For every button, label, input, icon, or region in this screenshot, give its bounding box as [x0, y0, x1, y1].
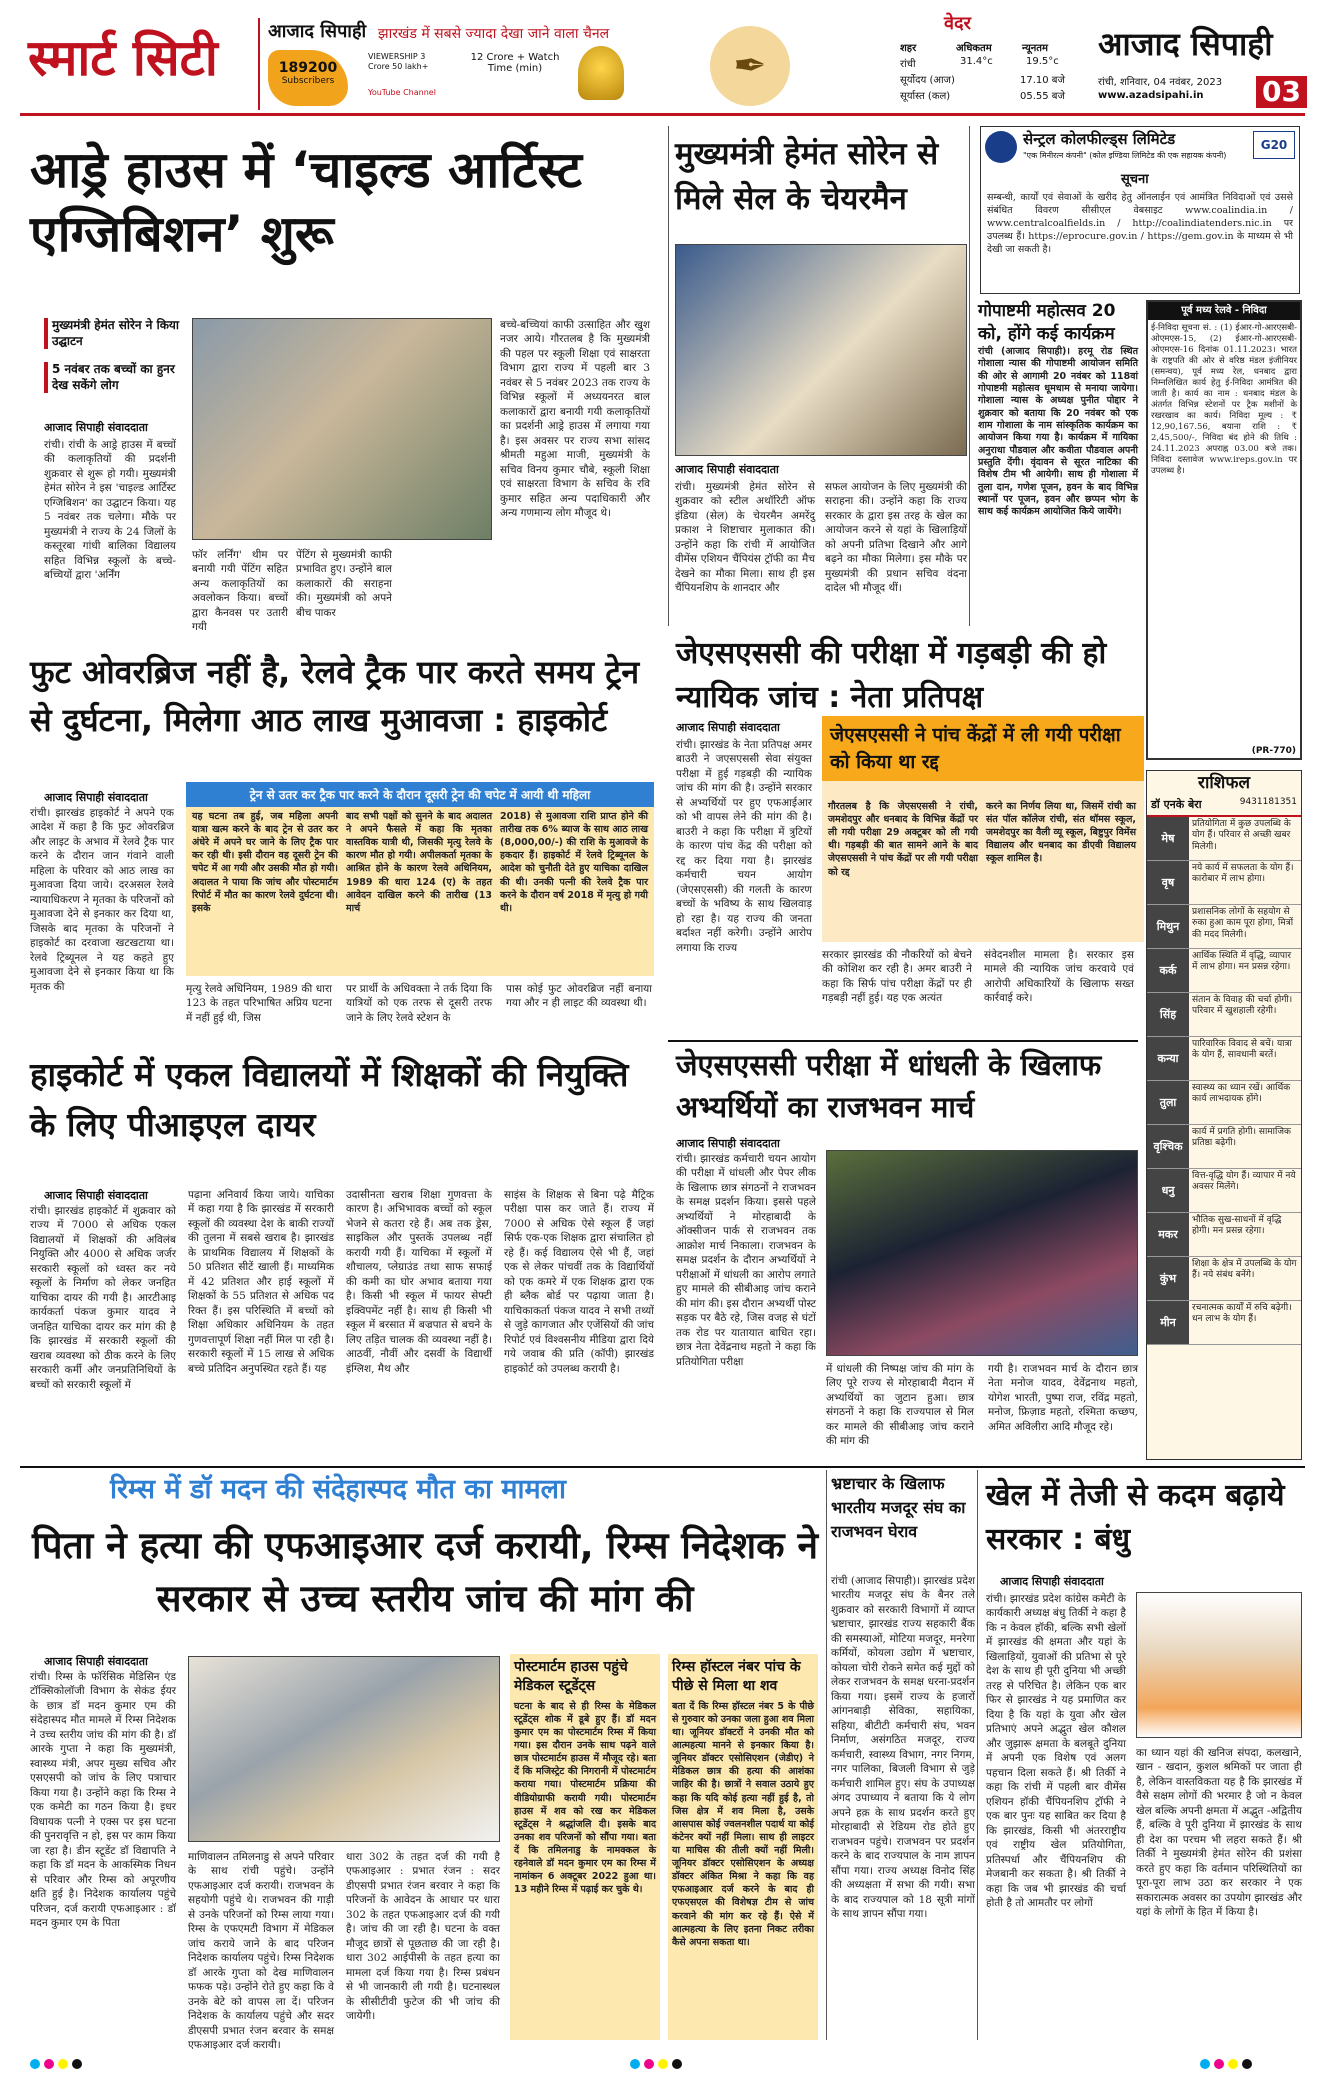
rail-byline: आजाद सिपाही संवाददाता — [44, 791, 148, 804]
rashi-name: मकर — [1147, 1213, 1189, 1256]
bms-headline: भ्रष्टाचार के खिलाफ भारतीय मजदूर संघ का राजभवन घेराव — [831, 1474, 966, 1541]
rashi-name: वृश्चिक — [1147, 1125, 1189, 1168]
rashi-name: सिंह — [1147, 993, 1189, 1036]
rail-highlight-col2: बाद सभी पक्षों को सुनने के बाद अदालत ने अपने फैसले में कहा कि मृतका वास्तविक यात्री थी, जिसकी मृत्यु रेलवे के कारण मौत हो गयी। अपीलकर्ता मृतका के आश्रित होने के कारण रेलवे अधिनियम, 1989 की धारा 124 (ए) के तहत आवेदन दाखिल करने की तारीख (13 मार्च — [346, 811, 492, 914]
rashi-name: मिथुन — [1147, 905, 1189, 948]
sports-byline: आजाद सिपाही संवाददाता — [1000, 1575, 1104, 1588]
pil-byline: आजाद सिपाही संवाददाता — [44, 1189, 148, 1202]
rims-body-col3: धारा 302 के तहत दर्ज की गयी है एफआइआर : प्रभात रंजन : सदर डीएसपी प्रभात रंजन बरवार ने कहा कि परिजनों के आवेदन के आधार पर धारा 302 के तहत एफआइआर दर्ज की गयी है। जांच की जा रही है। घटना के वक्त मौजूद छात्रों से पूछताछ की जा रही है। धारा 302 आईपीसी के तहत हत्या का मामला दर्ज किया गया है। रिम्स प्रबंधन से भी जानकारी ली गयी है। घटनास्थल के सीसीटीवी फुटेज की भी जांच की जायेगी। — [346, 1851, 500, 2023]
march-body-col1: रांची। झारखंड कर्मचारी चयन आयोग की परीक्षा में धांधली और पेपर लीक के खिलाफ छात्र संगठनों ने राजभवन के समक्ष प्रदर्शन किया। इससे पहले अभ्यर्थियों ने मोरहाबादी के ऑक्सीजन पार्क से राजभवन तक आक्रोश मार्च निकाला। राजभवन के समक्ष प्रदर्शन के दौरान अभ्यर्थियों ने परीक्षाओं में धांधली का आरोप लगाते हुए मामले की सीबीआइ जांच कराने की मांग की। इस दौरान अभ्यर्थी पोस्ट सड़क पर बैठे रहे, जिस वजह से घंटों तक रोड पर यातायात बाधित रहा। छात्र नेता देवेंद्रनाथ महतो ने कहा कि प्रतियोगिता परीक्षा — [676, 1153, 816, 1368]
rashi-row — [1147, 1125, 1301, 1169]
rashi-name: कुंभ — [1147, 1257, 1189, 1300]
weather-header-max: अधिकतम — [956, 43, 992, 54]
sail-body-col2: सफल आयोजन के लिए मुख्यमंत्री की सराहना की। उन्होंने कहा कि राज्य सरकार के द्वारा इस तरह के खेल का आयोजन करने से यहां के खिलाड़ियों को अपनी प्रतिभा दिखाने और आगे बढ़ने का मौका मिलेगा। इस मौके पर मुख्यमंत्री की प्रधान सचिव वंदना दादेल भी मौजूद थीं। — [825, 481, 967, 595]
jssc-body-col1: रांची। झारखंड के नेता प्रतिपक्ष अमर बाउरी ने जएसएससी सेवा संयुक्त परीक्षा में हुई गड़बड़ी की न्यायिक जांच की मांग की है। उन्होंने सरकार से अभ्यर्थियों पर हुए एफआईआर को भी वापस लेने की मांग की है। बाउरी ने कहा कि परीक्षा में त्रुटियों के कारण पांच केंद्र की परीक्षा को रद्द कर दिया गया है। झारखंड कर्मचारी चयन आयोग (जेएसएससी) की गलती के कारण बच्चों के भविष्य के साथ खिलवाड़ हो रहा है। यह राज्य की जनता बर्दाश्त नहीं करेगी। उन्होंने आरोप लगाया कि राज्य — [676, 739, 812, 954]
weather-min: 19.5°c — [1026, 56, 1059, 67]
march-photo — [826, 1150, 1138, 1356]
rims-postmortem-box — [510, 1654, 660, 2040]
ccl-notice-text: सम्बन्धी, कार्यों एवं सेवाओं के खरीद हेतु ऑनलाईन एवं आमंत्रित निविदाओं एवं उससे संबंधित विवरण सीसीएल वेबसाइट www.coalindia.in / www.centralcoalfields.in / http://coalindiatenders.nic.in पर उपलब्ध हैं। https://eprocure.gov.in / https://gem.gov.in के माध्यम से भी देखी जा सकती है। — [987, 192, 1293, 256]
weather-header-city: शहर — [900, 43, 917, 54]
lead-body-col1: रांची। रांची के आड्रे हाउस में बच्चों की कलाकृतियों की प्रदर्शनी शुक्रवार से शुरू हो गयी। मुख्यमंत्री हेमंत सोरेन ने इस 'चाइल्ड आर्टिस्ट एग्जिबिशन' का उद्घाटन किया। यह 5 नवंबर तक चलेगा। मौके पर मुख्यमंत्री ने राज्य के 24 जिलों के कस्तूरबा गांधी बालिका विद्यालय सहित विभिन्न स्कूलों के बच्चे-बच्चियों द्वारा 'अर्निंग — [44, 439, 176, 582]
ccl-notice — [980, 126, 1300, 294]
pil-body-col3: उदासीनता खराब शिक्षा गुणवत्ता के कारण है। अभिभावक बच्चों को स्कूल भेजने से कतरा रहे हैं। अब तक ड्रेस, साइकिल और पुस्तकें उपलब्ध नहीं करायी गयी हैं। याचिका में स्कूलों में शौचालय, प्लेग्राउंड तथा साफ सफाई की कमी का घोर अभाव बताया गया है। किसी भी स्कूल में फायर सेफ्टी इक्विपमेंट नहीं है। साथ ही किसी भी स्कूल में बरसात में बज्रपात से बचने के लिए तड़ित चालक की व्यवस्था नहीं है। आठवीं, नौवीं और दसवीं के विद्यार्थी इंग्लिश, मैथ और — [346, 1189, 492, 1375]
masthead — [20, 13, 1305, 116]
color-dot — [1242, 2059, 1252, 2069]
color-dot — [72, 2059, 82, 2069]
rims-sub1-headline: पोस्टमार्टम हाउस पहुंचे मेडिकल स्टूडेंट्स — [514, 1659, 628, 1694]
rashi-name: मीन — [1147, 1301, 1189, 1344]
color-dot — [44, 2059, 54, 2069]
march-body-col3: गयी है। राजभवन मार्च के दौरान छात्र नेता मनोज यादव, देवेंद्रनाथ महतो, योगेश भारती, पुष्पा राज, रविंद्र महतो, मनोज, फ्रिज़ाड महतो, रश्मिता कच्छप, अमित अविलीरा आदि मौजूद रहे। — [988, 1363, 1138, 1433]
color-dot — [658, 2059, 668, 2069]
weather-box — [900, 13, 1090, 110]
rims-photo — [188, 1656, 500, 1842]
rims-sub2-body: बता दें कि रिम्स हॉस्टल नंबर 5 के पीछे से गुरुवार को उनका जला हुआ शव मिला था। जूनियर डॉक्टरों ने उनकी मौत को आत्महत्या मानने से इनकार किया है। जूनियर डॉक्टर एसोसिएशन (जेडीए) ने मेडिकल छात्र की हत्या की आशंका जाहिर की है। छात्रों ने सवाल उठाये हुए कहा कि यदि कोई हत्या नहीं हुई है, तो जिस क्षेत्र में शव मिला है, उसके आसपास कोई ज्वलनशील पदार्थ या कोई कंटेनर क्यों नहीं मिला। साथ ही लाइटर या माचिस की तीली क्यों नहीं मिली। जूनियर डॉक्टर एसोसिएशन के अध्यक्ष डॉक्टर अंकित मिश्रा ने कहा कि वह एफआइआर दर्ज करने के बाद ही एफएसएल की विशेषज्ञ टीम से जांच करवाने की मांग कर रहे हैं। ऐसे में आत्महत्या के लिए इतना निकट तरीका कैसे अपना सकता था। — [672, 1700, 814, 1948]
ccl-logo-icon — [985, 131, 1017, 163]
rashi-row — [1147, 993, 1301, 1037]
rims-kicker: रिम्स में डॉ मदन की संदेहास्पद मौत का मामला — [110, 1474, 566, 1505]
ccl-subtitle: "एक मिनीरत्न कंपनी" (कोल इण्डिया लिमिटेड की एक सहायक कंपनी) — [1023, 151, 1227, 160]
rashi-row — [1147, 861, 1301, 905]
jssc-body-col2: सरकार झारखंड की नौकरियों को बेचने की कोशिश कर रही है। अमर बाउरी ने कहा कि सिर्फ पांच परीक्षा केंद्रों पर ही गड़बड़ी नहीं हुई। यह एक अत्यंत — [822, 949, 972, 1005]
rail-body-col4: पास कोई फुट ओवरब्रिज नहीं बनाया गया और न ही लाइट की व्यवस्था थी। — [506, 983, 652, 1010]
rims-headline: पिता ने हत्या की एफआइआर दर्ज करायी, रिम्स निदेशक ने सरकार से उच्च स्तरीय जांच की मांग की — [31, 1524, 819, 1620]
bms-story — [826, 1470, 978, 2040]
rashi-row — [1147, 905, 1301, 949]
rashi-name: कन्या — [1147, 1037, 1189, 1080]
sunrise-label: सूर्योदय (आज) — [900, 75, 955, 86]
rashi-name: धनु — [1147, 1169, 1189, 1212]
rims-sub1-body: घटना के बाद से ही रिम्स के मेडिकल स्टूडेंट्स शोक में डूबे हुए हैं। डॉ मदन कुमार एम का पोस्टमार्टम रिम्स में किया गया। इस दौरान उनके साथ पढ़ने वाले छात्र पोस्टमार्टम हाउस में मौजूद रहे। बता दें कि मजिस्ट्रेट की निगरानी में पोस्टमार्टम कराया गया। पोस्टमार्टम प्रक्रिया की वीडियोग्राफी करायी गयी। पोस्टमार्टम हाउस में शव को रख कर मेडिकल स्टूडेंट्स ने श्रद्धांजलि दी। इसके बाद उनका शव परिजनों को सौंपा गया। बता दें कि तमिलनाडु के नामक्कल के रहनेवाले डॉ मदन कुमार एम का रिम्स में नामांकन 6 अक्टूबर 2022 हुआ था। 13 महीने रिम्स में पढ़ाई कर चुके थे। — [514, 1700, 656, 1896]
lead-body-col3: पेंटिंग से मुख्यमंत्री काफी प्रभावित हुए। उन्होंने बाल कलाकारों की सराहना की। मुख्यमंत्री को अपने बीच पाकर — [296, 549, 392, 619]
color-dot — [1200, 2059, 1210, 2069]
color-dot — [58, 2059, 68, 2069]
weather-city: रांची — [900, 59, 916, 70]
rail-body-col1: रांची। झारखंड हाइकोर्ट ने अपने एक आदेश में कहा है कि फुट ओवरब्रिज और लाइट के अभाव में रेलवे ट्रैक पार करने के दौरान जान गंवाने वाली महिला के परिवार को आठ लाख का मुआवजा दिया जाये। दरअसल रेलवे न्यायाधिकरण ने मृतका के परिजनों को मुआवजा देने से इनकार कर दिया था, जिसके बाद मृतका के परिजनों ने हाइकोर्ट का दरवाजा खटखटाया था। रेलवे ट्रिब्यूनल ने यह कहते हुए मुआवजा देने से इनकार किया था कि मृतक की — [30, 807, 174, 993]
rashi-name: तुला — [1147, 1081, 1189, 1124]
rims-byline: आजाद सिपाही संवाददाता — [44, 1655, 148, 1668]
jharkhand-map-icon — [268, 50, 348, 106]
rail-body-col3: पर प्रार्थी के अधिवक्ता ने तर्क दिया कि यात्रियों को एक तरफ से दूसरी तरफ जाने के लिए रेलवे स्टेशन के — [346, 983, 492, 1024]
sail-headline: मुख्यमंत्री हेमंत सोरेन से मिले सेल के चेयरमैन — [675, 136, 939, 217]
jssc-byline: आजाद सिपाही संवाददाता — [676, 721, 780, 734]
rashi-list — [1147, 817, 1301, 1345]
g20-logo-icon: G20 — [1253, 131, 1295, 159]
pil-body-col2: पढ़ाना अनिवार्य किया जाये। याचिका में कहा गया है कि झारखंड में सरकारी स्कूलों की व्यवस्था देश के बाकी राज्यों की तुलना में सबसे खराब है। झारखंड के प्राथमिक विद्यालय में शिक्षकों के 50 प्रतिशत सीटें खाली हैं। माध्यमिक में 42 प्रतिशत और हाई स्कूलों में शिक्षकों के 55 प्रतिशत से अधिक पद रिक्त हैं। इस परिस्थिति में बच्चों को शिक्षा अधिकार अधिनियम के तहत गुणवत्तापूर्ण शिक्षा नहीं मिल पा रही है। सरकारी स्कूलों में 15 लाख से अधिक बच्चे प्रतिदिन अनुपस्थित रहते हैं। यह — [188, 1189, 334, 1375]
youtube-label: YouTube Channel — [368, 88, 436, 97]
jssc-callout-box — [822, 716, 1144, 942]
bms-body: रांची (आजाद सिपाही)। झारखंड प्रदेश भारतीय मजदूर संघ के बैनर तले शुक्रवार को सरकारी विभागों में व्याप्त भ्रष्टाचार, झारखंड राज्य सहकारी बैंक की समस्याओं, मोटिया मजदूर, मनरेगा कर्मियों, कोयला उद्योग में भ्रष्टाचार, कोयला चोरी रोकने समेत कई मुद्दों को लेकर राजभवन के समक्ष धरना-प्रदर्शन किया गया। इसमें राज्य के हजारों आंगनबाड़ी सेविका, सहायिका, सहिया, बीटीटी कर्मचारी संघ, भवन निर्माण, असंगठित मजदूर, राज्य कर्मचारी, स्वास्थ्य विभाग, नगर निगम, नगर पालिका, बिजली विभाग से जुड़े कर्मचारी शामिल हुए। संघ के उपाध्यक्ष अंगद उपाध्याय ने बताया कि ये लोग अपने हक़ के साथ प्रदर्शन करते हुए मोरहाबादी से रेडियम रोड होते हुए राजभवन पहुंचे। राजभवन पर प्रदर्शन करने के बाद राज्यपाल के नाम ज्ञापन सौंपा गया। राज्य अध्यक्ष विनोद सिंह की अध्यक्षता में सभा की गयी। सभा के बाद राज्यपाल को 18 सूत्री मांगों के साथ ज्ञापन सौंपा गया। — [831, 1575, 975, 1921]
ccl-title: सेन्ट्रल कोलफील्ड्स लिमिटेड — [1023, 130, 1176, 148]
rashifal-box — [1146, 770, 1302, 1460]
rashi-name: कर्क — [1147, 949, 1189, 992]
rims-hostel-box — [668, 1654, 818, 2040]
rashi-name: मेष — [1147, 817, 1189, 860]
rashi-row — [1147, 1081, 1301, 1125]
lead-body-col4: बच्चे-बच्चियां काफी उत्साहित और खुश नजर आये। गौरतलब है कि मुख्यमंत्री की पहल पर स्कूली शिक्षा एवं साक्षरता विभाग द्वारा राज्य में पहली बार 3 नवंबर से 5 नवंबर 2023 तक राज्य के विभिन्न स्कूलों में अध्ययनरत बाल कलाकारों द्वारा बनायी गयी कलाकृतियों का प्रदर्शनी आड्रे हाउस में लगाया गया है। इस अवसर पर राज्य सभा सांसद श्रीमती महुआ माजी, मुख्यमंत्री के सचिव विनय कुमार चौबे, स्कूली शिक्षा एवं साक्षरता विभाग के सचिव के रवि कुमार सहित अन्य पदाधिकारी और अन्य गणमान्य लोग मौजूद थे। — [500, 319, 650, 520]
sports-body-col1: रांची। झारखंड प्रदेश कांग्रेस कमेटी के कार्यकारी अध्यक्ष बंधु तिर्की ने कहा है कि न केवल हॉकी, बल्कि सभी खेलों में झारखंड की क्षमता और यहां के खिलाड़ियों, युवाओं की प्रतिभा से पूरे देश के साथ ही पूरी दुनिया भी अच्छी तरह से परिचित है। लेकिन एक बार फिर से झारखंड ने यह प्रमाणित कर दिया है कि यहां के युवा और खेल प्रतिभाएं अपने अद्भुत खेल कौशल और जुझारू क्षमता के बलबूते दुनिया में अपनी एक विशेष एवं अलग पहचान दिला सकते हैं। श्री तिर्की ने कहा कि रांची में पहली बार वीमेंस एशियन हॉकी चैंपियनशिप ट्रॉफी ने एक बार पुनः यह साबित कर दिया है कि झारखंड, किसी भी अंतरराष्ट्रीय एवं राष्ट्रीय खेल प्रतियोगिता, प्रतिस्पर्धा और चैंपियनशिप की मेजबानी कर सकता है। श्री तिर्की ने कहा कि जब भी झारखंड की चर्चा होती है तो आमतौर पर लोगों — [986, 1593, 1126, 1910]
rashi-row — [1147, 1037, 1301, 1081]
march-headline: जेएसएससी परीक्षा में धांधली के खिलाफ अभ्यर्थियों का राजभवन मार्च — [676, 1048, 1102, 1125]
color-dot — [1228, 2059, 1238, 2069]
trophy-icon — [578, 46, 624, 100]
sail-story — [668, 126, 970, 626]
dateline: रांची, शनिवार, 04 नवंबर, 2023 — [1098, 77, 1223, 88]
rashi-text: भौतिक सुख-साधनों में वृद्धि होगी। मन प्रसन्न रहेगा। — [1192, 1214, 1282, 1237]
section-title: स्मार्ट सिटी — [28, 29, 218, 87]
footer-color-bar-center — [630, 2054, 686, 2068]
pil-headline: हाइकोर्ट में एकल विद्यालयों में शिक्षकों की नियुक्ति के लिए पीआइएल दायर — [30, 1055, 629, 1144]
astrologer-name: डॉ एनके बेरा — [1151, 797, 1202, 811]
color-dot — [30, 2059, 40, 2069]
rail-highlight-col3: 2018) से मुआवजा राशि प्राप्त होने की तारीख तक 6% ब्याज के साथ आठ लाख (8,000,00/-) की राशि के मुआवजे के हकदार हैं। हाइकोर्ट में रेलवे ट्रिब्यूनल के आदेश को चुनौती देते हुए याचिका दाखिल की थी। उनकी पत्नी की रेलवे ट्रैक पार करने के दौरान वर्ष 2018 में मृत्यु हो गयी थी। — [500, 811, 648, 914]
sports-photo — [1136, 1592, 1302, 1738]
lead-body-col2: फॉर लर्निंग' थीम पर बनायी गयी पेंटिंग सहित अन्य कलाकृतियों का अवलोकन किया। बच्चों द्वारा कैनवस पर उतारी गयी — [192, 549, 288, 634]
rashi-text: संतान के विवाह की चर्चा होगी। परिवार में खुशहाली रहेगी। — [1192, 994, 1293, 1017]
ccl-notice-head: सूचना — [1121, 172, 1149, 187]
channel-promo — [258, 18, 698, 110]
channel-brand: आजाद सिपाही — [268, 21, 367, 42]
sunset-label: सूर्यास्त (कल) — [900, 91, 951, 102]
channel-tagline: झारखंड में सबसे ज्यादा देखा जाने वाला चैनल — [378, 26, 610, 42]
march-divider — [668, 1040, 1138, 1042]
sports-headline: खेल में तेजी से कदम बढ़ाये सरकार : बंधु — [986, 1478, 1285, 1557]
footer-color-bar-right — [1200, 2054, 1256, 2068]
rashifal-title: राशिफल — [1198, 773, 1250, 793]
rims-body-col1: रांची। रिम्स के फॉरेंसिक मेडिसिन एंड टॉक्सिकोलॉजी विभाग के सेकंड ईयर के छात्र डॉ मदन कुमार एम की संदेहास्पद मौत मामले में रिम्स निदेशक ने उच्च स्तरीय जांच की मांग की है। डॉ आरके गुप्ता ने कहा कि मुख्यमंत्री, स्वास्थ्य मंत्री, अपर मुख्य सचिव और एसएसपी को जांच के लिए पत्राचार किया गया है। उन्होंने कहा कि रिम्स ने एक कमेटी का गठन किया है। इधर विधायक पत्नी ने एक्स पर इस घटना की पुनरावृत्ति न हो, इस पर काम किया जा रहा है। डीन स्टूडेंट डॉ विद्यापति ने कहा कि डॉ मदन के आकस्मिक निधन से परिवार और रिम्स को अपूरणीय क्षति हुई है। निदेशक कार्यालय पहुंचे परिजन, दर्ज करायी एफआइआर : डॉ मदन कुमार एम के पिता — [30, 1671, 176, 1930]
rashi-text: प्रतियोगिता में कुछ उपलब्धि के योग हैं। परिवार से अच्छी खबर मिलेगी। — [1192, 818, 1291, 852]
color-dot — [672, 2059, 682, 2069]
rashi-row — [1147, 949, 1301, 993]
page-number: 03 — [1256, 76, 1307, 108]
tender-title: पूर्व मध्य रेलवे - निविदा — [1148, 302, 1300, 320]
jssc-callout: जेएसएससी ने पांच केंद्रों में ली गयी परीक्षा को किया था रद्द — [822, 716, 1144, 781]
rashi-text: प्रशासनिक लोगों के सहयोग से रुका हुआ काम पूरा होगा, मित्रों की मदद मिलेगी। — [1192, 906, 1294, 940]
weather-title: वेदर — [944, 13, 971, 34]
sunset-time: 05.55 बजे — [1020, 91, 1065, 102]
rail-headline: फुट ओवरब्रिज नहीं है, रेलवे ट्रैक पार करते समय ट्रेन से दुर्घटना, मिलेगा आठ लाख मुआवजा : हाइकोर्ट — [30, 653, 640, 739]
rashi-text: पारिवारिक विवाद से बचें। यात्रा के योग हैं, सावधानी बरतें। — [1192, 1038, 1292, 1061]
subscriber-count: 189200 — [278, 60, 338, 76]
rashi-text: वित्त-वृद्धि योग हैं। व्यापार में नये अवसर मिलेंगे। — [1192, 1170, 1296, 1193]
gopashtami-headline: गोपाष्टमी महोत्सव 20 को, होंगे कई कार्यक्रम — [978, 301, 1116, 344]
rashi-text: नये कार्य में सफलता के योग हैं। कारोबार में लाभ होगा। — [1192, 862, 1294, 885]
sail-photo — [675, 244, 967, 456]
astrologer-phone: 9431181351 — [1239, 796, 1297, 807]
rims-body-col2: माणिवालन तमिलनाडु से अपने परिवार के साथ रांची पहुंचे। उन्होंने एफआइआर दर्ज करायी। राजभवन के सहयोगी पहुंचे थे। राजभवन की गाड़ी से उनके परिजनों को रिम्स लाया गया। रिम्स के एफएमटी विभाग में मेडिकल जांच कराये जाने के बाद परिजन निदेशक कार्यालय पहुंचे। रिम्स निदेशक डॉ आरके गुप्ता को देख माणिवालन फफक पड़े। उन्होंने रोते हुए कहा कि वे उनके बेटे को वापस ला दें। परिजन निदेशक के कार्यालय पहुंचे और सदर डीएसपी प्रभात रंजन बरवार के समक्ष एफआइआर दर्ज करायी। — [188, 1851, 334, 2052]
rashi-text: स्वास्थ्य का ध्यान रखें। आर्थिक कार्य लाभदायक होंगे। — [1192, 1082, 1291, 1105]
jssc-callout-col1: गौरतलब है कि जेएसएससी ने रांची, जमशेदपुर और धनबाद के विभिन्न केंद्रों पर ली गयी परीक्षा 29 अक्टूबर को ली गयी थी। गड़बड़ी की बात सामने आने के बाद जेएसएससी ने पांच केंद्रों पर ली गयी परीक्षा को रद्द — [828, 801, 978, 878]
rims-sub2-headline: रिम्स हॉस्टल नंबर पांच के पीछे से मिला था शव — [672, 1659, 801, 1694]
rashi-row — [1147, 817, 1301, 861]
color-dot — [630, 2059, 640, 2069]
footer-color-bar-left — [30, 2054, 86, 2068]
website: www.azadsipahi.in — [1098, 90, 1204, 101]
color-dot — [644, 2059, 654, 2069]
rashi-row — [1147, 1213, 1301, 1257]
sports-body-col2: का ध्यान यहां की खनिज संपदा, कलखाने, खान - खदान, कुशल श्रमिकों पर जाता ही है, लेकिन वास्तविकता यह है कि झारखंड में वैसे सक्षम लोगों की भरमार है जो न केवल खेल बल्कि अपनी क्षमता में अद्भुत -अद्वितीय हैं, बल्कि वे पूरी दुनिया में झारखंड के साथ ही देश का परचम भी लहरा सकते हैं। श्री तिर्की ने मुख्यमंत्री हेमंत सोरेन की प्रशंसा करते हुए कहा कि वर्तमान परिस्थितियों का पूरा-पूरा लाभ उठा कर सरकार ने एक सकारात्मक अवसर का उपयोग झारखंड और यहां के लोगों के हित में किया है। — [1136, 1747, 1302, 1919]
rashi-row — [1147, 1257, 1301, 1301]
weather-header-min: न्यूनतम — [1022, 43, 1048, 54]
lead-headline: आड्रे हाउस में ‘चाइल्ड आर्टिस्ट एग्जिबिशन’ शुरू — [30, 141, 582, 263]
sunrise-time: 17.10 बजे — [1020, 75, 1065, 86]
lead-photo — [192, 318, 492, 540]
gopashtami-body: रांची (आजाद सिपाही)। हरमू रोड स्थित गोशाला न्यास की गोपाष्टमी आयोजन समिति की ओर से आगामी 20 नवंबर को 118वां गोपाष्टमी महोत्सव धूमधाम से मनाया जायेगा। गोशाला न्यास के अध्यक्ष पुनीत पोद्दार ने शुक्रवार को बताया कि 20 नवंबर को एक शाम गोशाला के नाम सांस्कृतिक कार्यक्रम का आयोजन किया गया है। कार्यक्रम में गायिका अनुराधा पौडवाल और कवीता पौडवाल अपनी प्रस्तुति देंगी। वृंदावन से सूरत नाटिका की विशेष टीम भी आयेगी। साथ ही गोशाला में तुला दान, गणेश पूजन, हवन के बाद विभिन्न स्थानों पर पूजन, हवन और छप्पन भोग के साथ कई कार्यक्रम आयोजित किये जायेंगे। — [978, 346, 1138, 518]
rashi-text: शिक्षा के क्षेत्र में उपलब्धि के योग हैं। नये संबंध बनेंगे। — [1192, 1258, 1297, 1281]
watch-time-text: 12 Crore + Watch Time (min) — [470, 52, 560, 74]
rashi-row — [1147, 1169, 1301, 1213]
pen-nib-icon: ✒ — [710, 26, 790, 106]
lead-kicker-2: 5 नवंबर तक बच्चों का हुनर देख सकेंगे लोग — [44, 362, 184, 393]
rail-highlight-col1: यह घटना तब हुई, जब महिला अपनी यात्रा खत्म करने के बाद ट्रेन से उतर कर अंधेरे में अपने घर जाने के लिए ट्रैक पार कर रही थी। इसी दौरान वह दूसरी ट्रेन की चपेट में आ गयी और उसकी मौत हो गयी। अदालत ने पाया कि जांच और पोस्टमार्टम रिपोर्ट में मौत का कारण रेलवे दुर्घटना थी। इसके — [192, 811, 338, 914]
rail-bar-title: ट्रेन से उतर कर ट्रैक पार करने के दौरान दूसरी ट्रेन की चपेट में आयी थी महिला — [186, 782, 654, 807]
rims-top-rule — [20, 1466, 1305, 1468]
jssc-callout-col2: करने का निर्णय लिया था, जिसमें रांची का संत पॉल कॉलेज रांची, संत थॉमस स्कूल, जमशेदपुर का वैली व्यू स्कूल, बिष्टुपुर विमेंस विद्यालय और धनबाद का डीएवी विद्यालय स्कूल शामिल है। — [986, 801, 1136, 865]
tender-code: (PR-770) — [1251, 746, 1296, 756]
rashi-text: आर्थिक स्थिति में वृद्धि, व्यापार में लाभ होगा। मन प्रसन्न रहेगा। — [1192, 950, 1292, 973]
subscriber-label: Subscribers — [281, 76, 335, 87]
pil-body-col1: रांची। झारखंड हाइकोर्ट में शुक्रवार को राज्य में 7000 से अधिक एकल विद्यालयों में शिक्षकों की अविलंब नियुक्ति और 4000 से अधिक जर्जर सरकारी स्कूलों को ध्वस्त कर नये स्कूलों के निर्माण को लेकर जनहित याचिका दायर की गयी है। आरटीआइ कार्यकर्ता पंकज कुमार यादव ने जनहित याचिका दायर कर मांग की है कि झारखंड में सरकारी स्कूलों की खराब व्यवस्था को ठीक करने के लिए सरकारी कर्मी और जनप्रतिनिधियों के बच्चों को सरकारी स्कूलों में — [30, 1205, 176, 1391]
sail-byline: आजाद सिपाही संवाददाता — [675, 463, 779, 476]
march-byline: आजाद सिपाही संवाददाता — [676, 1137, 780, 1150]
weather-max: 31.4°c — [960, 56, 993, 67]
lead-byline: आजाद सिपाही संवाददाता — [44, 421, 148, 434]
viewership-text: VIEWERSHIP 3 Crore 50 lakh+ — [368, 52, 429, 71]
rashi-row — [1147, 1301, 1301, 1345]
rashi-name: वृष — [1147, 861, 1189, 904]
color-dot — [1214, 2059, 1224, 2069]
rail-highlight-box — [186, 782, 654, 976]
jssc-body-col3: संवेदनशील मामला है। सरकार इस मामले की न्यायिक जांच करवाये एवं आरोपी अधिकारियों के खिलाफ सख्त कार्रवाई करे। — [984, 949, 1134, 1005]
tender-notice — [1146, 300, 1302, 760]
rashi-text: कार्य में प्रगति होगी। सामाजिक प्रतिष्ठा बढ़ेगी। — [1192, 1126, 1291, 1149]
lead-kicker-1: मुख्यमंत्री हेमंत सोरेन ने किया उद्घाटन — [44, 318, 184, 349]
rashi-text: रचनात्मक कार्यों में रुचि बढ़ेगी। धन लाभ के योग हैं। — [1192, 1302, 1292, 1325]
tender-body: ई-निविदा सूचना सं. : (1) ईआर-गो-आरएसबी-ओएमएस-15, (2) ईआर-गो-आरएसबी-ओएमएस-16 दिनांक 01.11.2023। भारत के राष्ट्रपति की ओर से वरिष्ठ मंडल इंजीनियर (समन्वय), पूर्व मध्य रेल, धनबाद द्वारा निम्नलिखित कार्य हेतु ई-निविदा आमंत्रित की जाती है। कार्य का नाम : धनबाद मंडल के अंतर्गत विभिन्न स्टेशनों पर ट्रैक मशीनों के रखरखाव का कार्य। निविदा मूल्य : ₹ 12,90,167.56, बयाना राशि : ₹ 2,45,500/-, निविदा बंद होने की तिथि : 24.11.2023 अपराह्न 03.00 बजे तक। निविदा दस्तावेज www.ireps.gov.in पर उपलब्ध है। — [1151, 322, 1297, 477]
march-body-col2: में धांधली की निष्पक्ष जांच की मांग के लिए पूरे राज्य से मोरहाबादी मैदान में अभ्यर्थियों का जुटान हुआ। छात्र संगठनों ने कहा कि राज्यपाल से मिल कर मामले की सीबीआइ जांच कराने की मांग की — [826, 1363, 974, 1448]
jssc-headline: जेएसएससी की परीक्षा में गड़बड़ी की हो न्यायिक जांच : नेता प्रतिपक्ष — [676, 636, 1107, 715]
rail-body-col2: मृत्यु रेलवे अधिनियम, 1989 की धारा 123 के तहत परिभाषित अप्रिय घटना में नहीं हुई थी, जिस — [186, 983, 332, 1024]
sail-body-col1: रांची। मुख्यमंत्री हेमंत सोरेन से शुक्रवार को स्टील अथॉरिटी ऑफ इंडिया (सेल) के चेयरमैन अमरेंदु प्रकाश ने शिष्टाचार मुलाकात की। उन्होंने कहा कि रांची में आयोजित वीमेंस एशियन चैंपियंस ट्रॉफी का मैच देखने का मौका मिला। साथ ही इस चैंपियनशिप के शानदार और — [675, 481, 815, 595]
paper-name: आजाद सिपाही — [1098, 25, 1273, 63]
pil-body-col4: साइंस के शिक्षक से बिना पढ़े मैट्रिक परीक्षा पास कर जाते हैं। राज्य में 7000 से अधिक ऐसे स्कूल हैं जहां सिर्फ एक-एक शिक्षक द्वारा संचालित हो रहे हैं। कई विद्यालय ऐसे भी हैं, जहां एक से लेकर पांचवीं तक के विद्यार्थियों को एक कमरे में एक शिक्षक द्वारा एक ही ब्लैक बोर्ड पर पढ़ाया जाता है। याचिकाकर्ता पंकज यादव ने सभी तथ्यों से जुड़े कागजात और एजेंसियों की जांच रिपोर्ट एवं विश्वसनीय मीडिया द्वारा दिये गये जवाब की प्रति (कॉपी) झारखंड हाइकोर्ट को उपलब्ध करायी है। — [504, 1189, 654, 1375]
